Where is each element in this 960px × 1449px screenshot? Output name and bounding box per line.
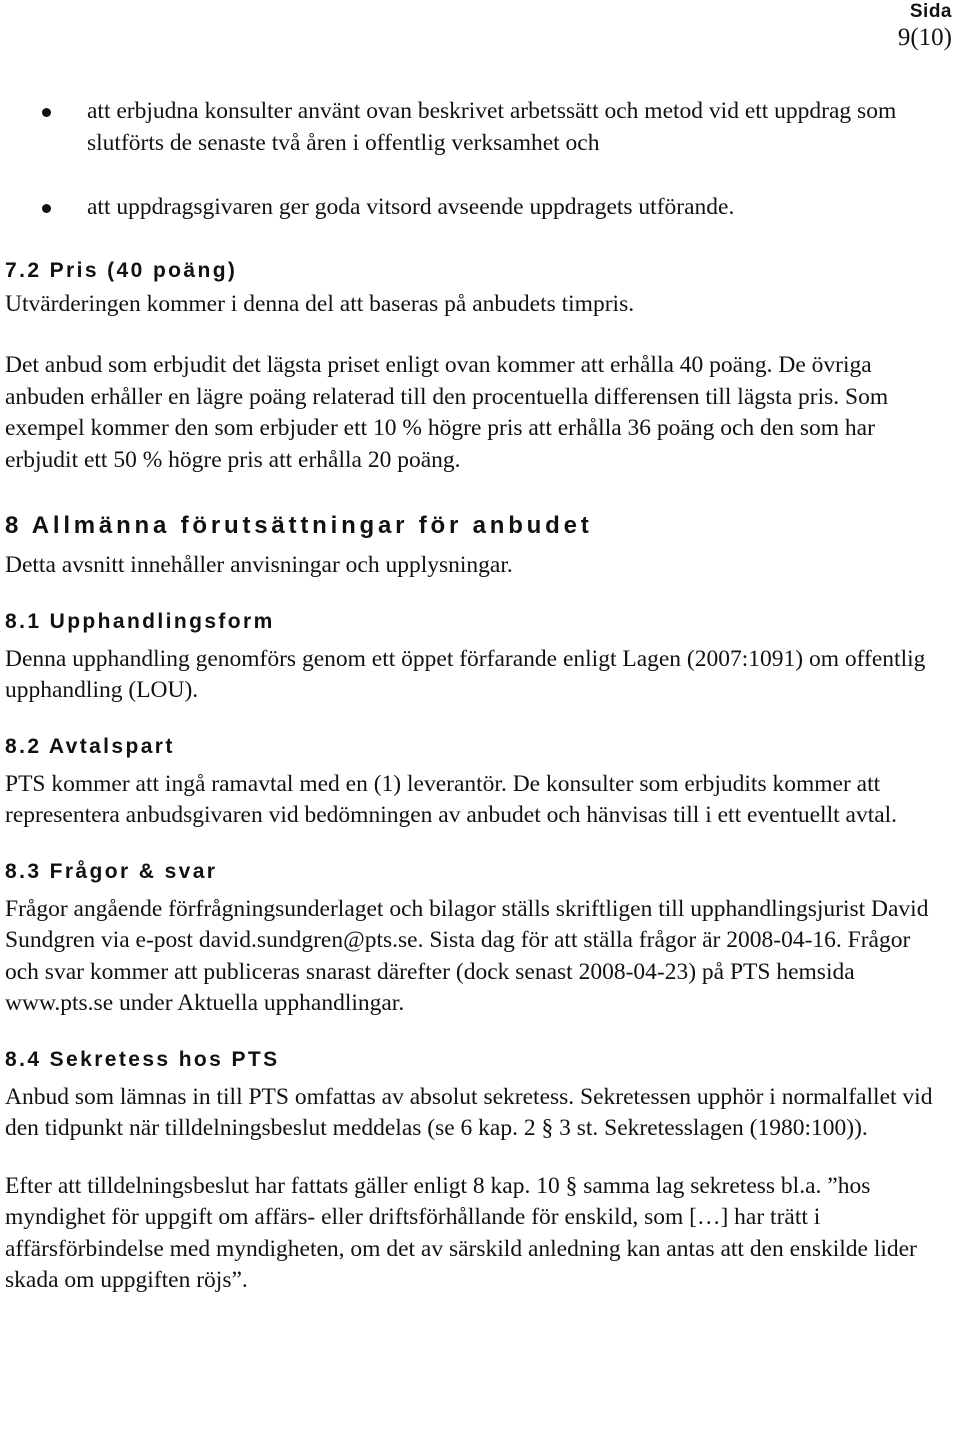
list-item-text: att erbjudna konsulter använt ovan beskrivet arbetssätt och metod vid ett uppdrag som slutförts de senaste två åren i offentlig verksamhet och <box>87 98 897 156</box>
paragraph: Efter att tilldelningsbeslut har fattats gäller enligt 8 kap. 10 § samma lag sekretess bl.a. ”hos myndighet för uppgift om affärs- eller driftsförhållande för enskild, som […] har trätt i affärsförbindelse med myndigheten, om det av särskild anledning kan antas att den enskilde lider skada om uppgiften röjs”. <box>5 1172 917 1293</box>
heading-7-2: 7.2 Pris (40 poäng) <box>5 258 238 282</box>
paragraph: Utvärderingen kommer i denna del att baseras på anbudets timpris. <box>5 290 635 317</box>
paragraph: Detta avsnitt innehåller anvisningar och upplysningar. <box>5 552 513 578</box>
page-header <box>898 0 952 52</box>
heading-8-2: 8.2 Avtalspart <box>5 734 175 758</box>
page-label: Sida <box>909 1 952 22</box>
heading-8-4: 8.4 Sekretess hos PTS <box>5 1047 280 1071</box>
document-body <box>5 96 945 1297</box>
bullet-icon <box>42 108 51 117</box>
paragraph: PTS kommer att ingå ramavtal med en (1) leverantör. De konsulter som erbjudits kommer att representera anbudsgivaren vid bedömningen av anbudet och hänvisas till i ett eventuellt avtal. <box>5 770 898 828</box>
page-number: 9(10) <box>897 24 952 51</box>
heading-8-1: 8.1 Upphandlingsform <box>5 609 275 633</box>
list-item-text: att uppdragsgivaren ger goda vitsord avseende uppdragets utförande. <box>87 194 735 220</box>
paragraph: Frågor angående förfrågningsunderlaget och bilagor ställs skriftligen till upphandlingsjurist David Sundgren via e-post david.sundgren@pts.se. Sista dag för att ställa frågor är 2008-04-16. Frågor och svar kommer att publiceras snarast därefter (dock senast 2008-04-23) på PTS hemsida www.pts.se under Aktuella upphandlingar. <box>5 895 929 1016</box>
criteria-bullet-list <box>5 96 945 224</box>
bullet-icon <box>42 204 51 213</box>
paragraph: Anbud som lämnas in till PTS omfattas av absolut sekretess. Sekretessen upphör i normalfallet vid den tidpunkt när tilldelningsbeslut meddelas (se 6 kap. 2 § 3 st. Sekretesslagen (1980:100)). <box>5 1083 933 1141</box>
heading-8-3: 8.3 Frågor & svar <box>5 859 218 883</box>
list-item <box>5 192 945 224</box>
paragraph: Det anbud som erbjudit det lägsta priset enligt ovan kommer att erhålla 40 poäng. De övriga anbuden erhåller en lägre poäng relaterad till den procentuella differensen till lägsta pris. Som exempel kommer den som erbjuder ett 10 % högre pris att erhålla 36 poäng och den som har erbjudit ett 50 % högre pris att erhålla 20 poäng. <box>5 352 889 473</box>
heading-8: 8 Allmänna förutsättningar för anbudet <box>5 512 593 539</box>
list-item <box>5 96 945 159</box>
paragraph: Denna upphandling genomförs genom ett öppet förfarande enligt Lagen (2007:1091) om offentlig upphandling (LOU). <box>5 645 926 703</box>
